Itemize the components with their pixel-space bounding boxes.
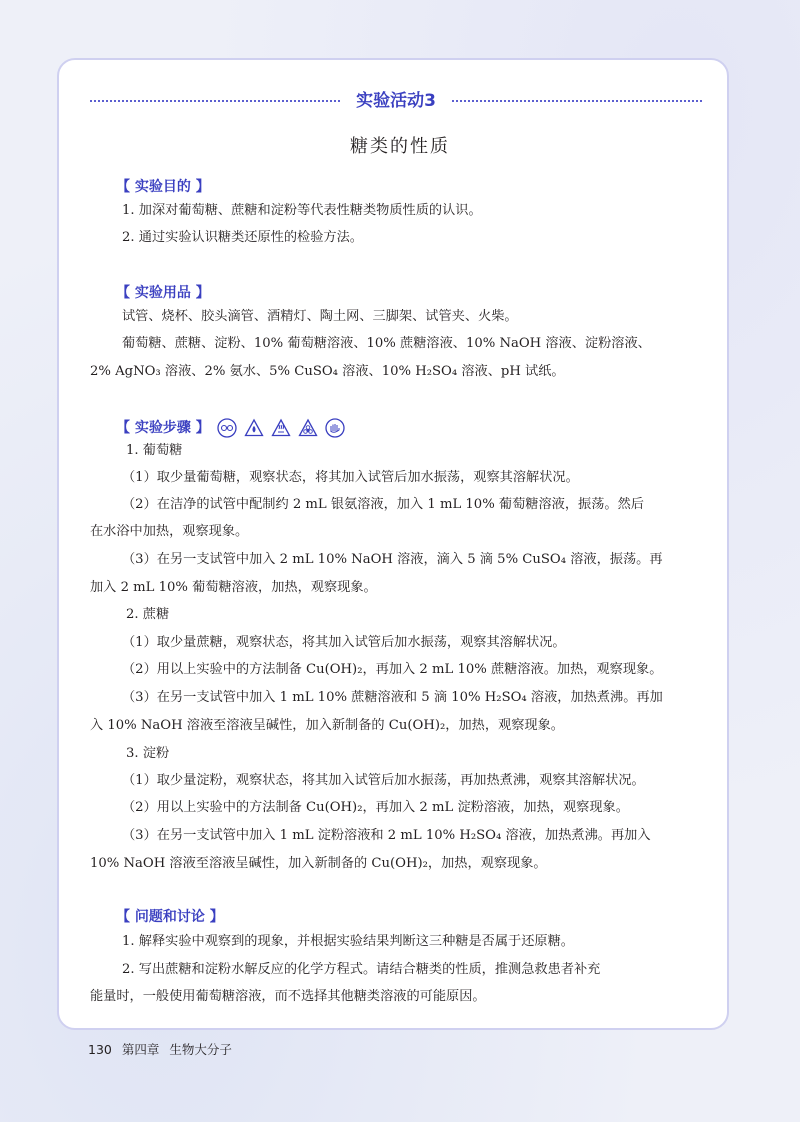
dotted-rule-right xyxy=(452,100,702,102)
step-line: （3）在另一支试管中加入 1 mL 淀粉溶液和 2 mL 10% H₂SO₄ 溶液，加热煮沸。再加入 xyxy=(122,828,651,843)
goggles-icon xyxy=(217,418,237,438)
step-line: （2）在洁净的试管中配制约 2 mL 银氨溶液，加入 1 mL 10% 葡萄糖溶液，振荡。然后 xyxy=(122,497,644,512)
hazard-icon xyxy=(298,418,318,438)
step-subheading: 2. 蔗糖 xyxy=(126,607,170,622)
step-line: （1）取少量蔗糖，观察状态，将其加入试管后加水振荡，观察其溶解状况。 xyxy=(122,635,566,650)
dotted-rule-left xyxy=(90,100,340,102)
section-heading-materials: 【 实验用品 】 xyxy=(116,285,210,301)
chapter-title: 生物大分子 xyxy=(169,1042,232,1057)
section-heading-steps: 【 实验步骤 】 xyxy=(116,420,210,436)
discussion-line: 2. 写出蔗糖和淀粉水解反应的化学方程式。请结合糖类的性质，推测急救患者补充 xyxy=(122,962,601,977)
materials-line: 葡萄糖、蔗糖、淀粉、10% 葡萄糖溶液、10% 蔗糖溶液、10% NaOH 溶液、淀粉溶液、 xyxy=(122,336,651,351)
purpose-item: 2. 通过实验认识糖类还原性的检验方法。 xyxy=(122,230,363,245)
hot-surface-icon xyxy=(271,418,291,438)
step-line: 加入 2 mL 10% 葡萄糖溶液，加热，观察现象。 xyxy=(90,580,377,595)
discussion-line: 1. 解释实验中观察到的现象，并根据实验结果判断这三种糖是否属于还原糖。 xyxy=(122,934,574,949)
section-heading-purpose: 【 实验目的 】 xyxy=(116,179,210,195)
materials-line: 2% AgNO₃ 溶液、2% 氨水、5% CuSO₄ 溶液、10% H₂SO₄ 溶液、pH 试纸。 xyxy=(90,364,565,379)
section-heading-discussion: 【 问题和讨论 】 xyxy=(116,909,224,925)
discussion-line: 能量时，一般使用葡萄糖溶液，而不选择其他糖类溶液的可能原因。 xyxy=(90,989,486,1004)
step-line: （1）取少量淀粉，观察状态，将其加入试管后加水振荡，再加热煮沸，观察其溶解状况。 xyxy=(122,773,645,788)
step-line: （2）用以上实验中的方法制备 Cu(OH)₂，再加入 2 mL 10% 蔗糖溶液。加热，观察现象。 xyxy=(122,662,663,677)
step-line: （2）用以上实验中的方法制备 Cu(OH)₂，再加入 2 mL 淀粉溶液，加热，观察现象。 xyxy=(122,800,629,815)
step-line: （3）在另一支试管中加入 1 mL 10% 蔗糖溶液和 5 滴 10% H₂SO₄ 溶液，加热煮沸。再加 xyxy=(122,690,663,705)
page-title: 糖类的性质 xyxy=(350,136,450,157)
purpose-item: 1. 加深对葡萄糖、蔗糖和淀粉等代表性糖类物质性质的认识。 xyxy=(122,203,482,218)
heating-warning-icon xyxy=(244,418,264,438)
page-footer xyxy=(88,1040,242,1060)
step-line: 入 10% NaOH 溶液至溶液呈碱性，加入新制备的 Cu(OH)₂，加热，观察现象。 xyxy=(90,718,564,733)
wash-hands-icon xyxy=(325,418,345,438)
activity-title: 实验活动3 xyxy=(356,91,436,111)
page-number: 130 xyxy=(88,1042,112,1057)
materials-line: 试管、烧杯、胶头滴管、酒精灯、陶土网、三脚架、试管夹、火柴。 xyxy=(122,309,518,324)
chapter-label: 第四章 xyxy=(121,1042,160,1057)
step-line: 在水浴中加热，观察现象。 xyxy=(90,524,249,539)
step-line: （1）取少量葡萄糖，观察状态，将其加入试管后加水振荡，观察其溶解状况。 xyxy=(122,470,579,485)
step-subheading: 3. 淀粉 xyxy=(126,746,170,761)
step-subheading: 1. 葡萄糖 xyxy=(126,443,183,458)
safety-icon-row xyxy=(217,418,347,438)
step-line: （3）在另一支试管中加入 2 mL 10% NaOH 溶液，滴入 5 滴 5% CuSO₄ 溶液，振荡。再 xyxy=(122,552,663,567)
activity-header xyxy=(90,90,702,112)
step-line: 10% NaOH 溶液至溶液呈碱性，加入新制备的 Cu(OH)₂，加热，观察现象。 xyxy=(90,856,547,871)
